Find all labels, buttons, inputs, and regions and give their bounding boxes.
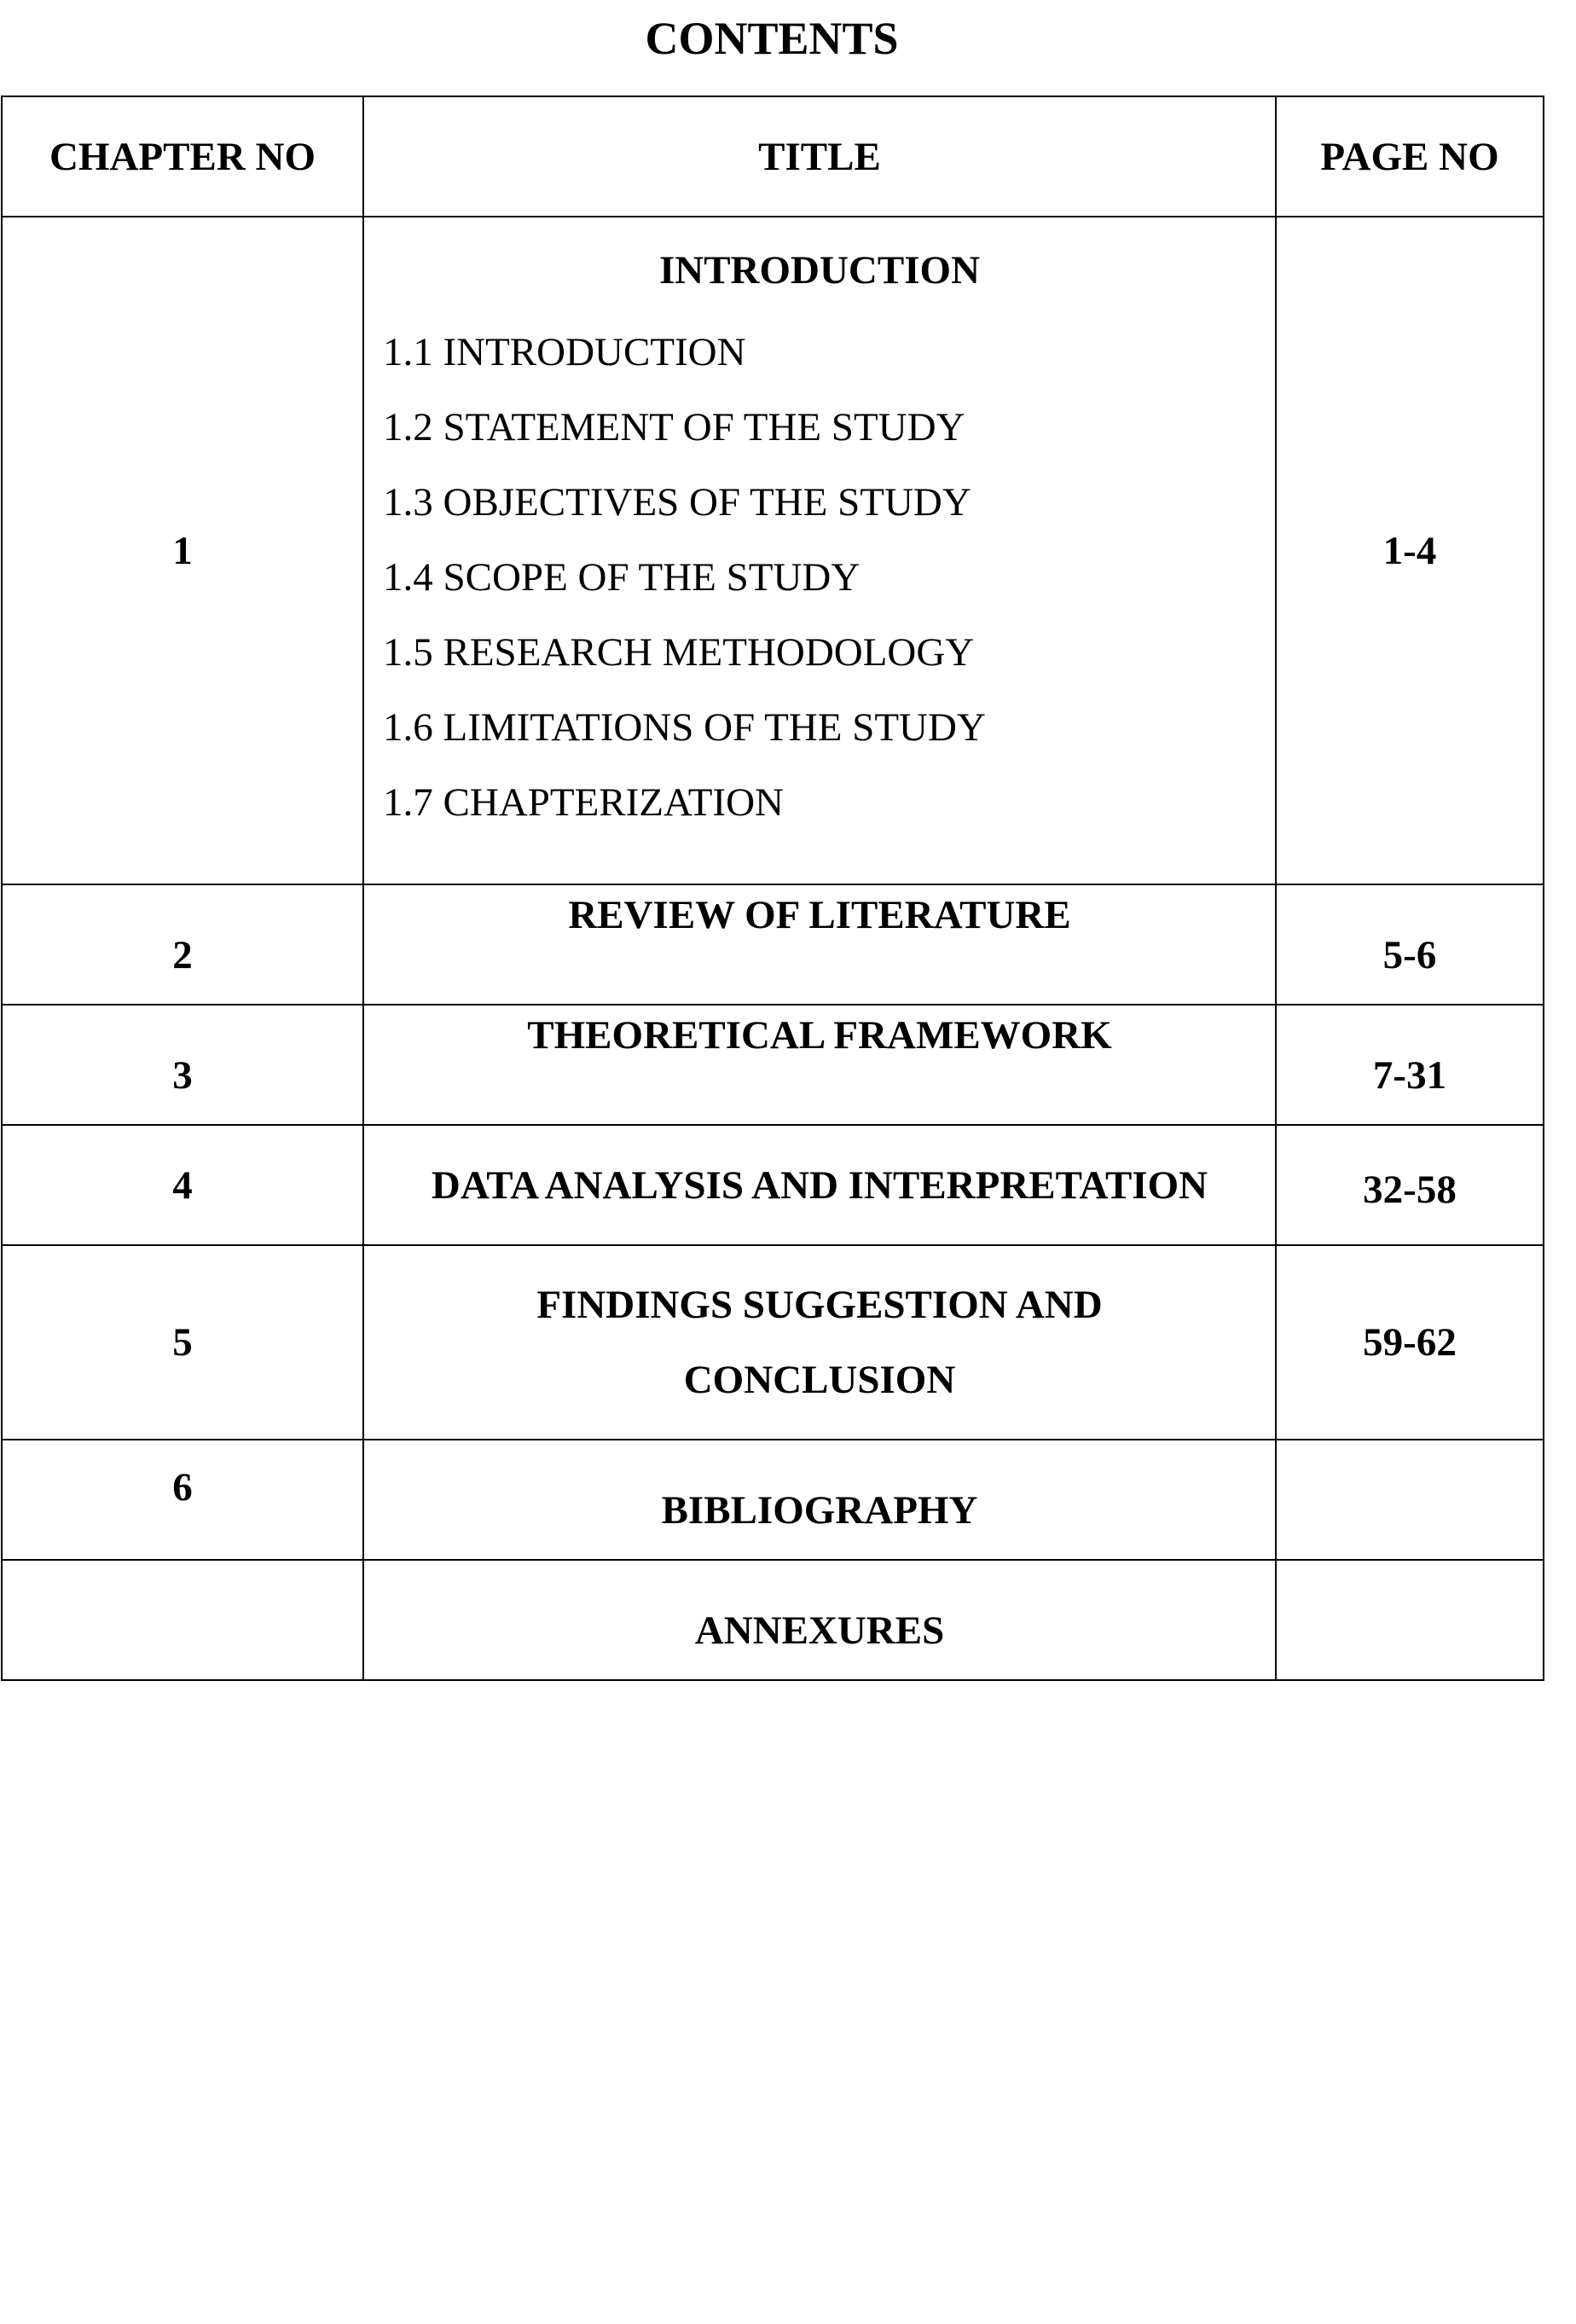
page-range: 32-58 [1276, 1125, 1544, 1245]
page-title: CONTENTS [645, 13, 899, 64]
chapter-number: 5 [2, 1245, 363, 1440]
table-row-chapter-3 [2, 1005, 1544, 1125]
chapter-number: 3 [2, 1005, 363, 1125]
subsection-item: 1.7 CHAPTERIZATION [383, 780, 784, 825]
subsection-list [364, 315, 1275, 840]
chapter-title: BIBLIOGRAPHY [363, 1440, 1276, 1560]
table-row-chapter-1 [2, 217, 1544, 884]
subsection-item: 1.3 OBJECTIVES OF THE STUDY [383, 480, 971, 524]
chapter-number [2, 1560, 363, 1680]
subsection-item: 1.1 INTRODUCTION [383, 330, 746, 374]
contents-table [1, 96, 1544, 1681]
chapter-title: REVIEW OF LITERATURE [363, 884, 1276, 1005]
page-range: 5-6 [1276, 884, 1544, 1005]
subsection-item: 1.5 RESEARCH METHODOLOGY [383, 630, 975, 675]
page-range: 1-4 [1276, 217, 1544, 884]
chapter-title-cell [363, 217, 1276, 884]
subsection-item: 1.6 LIMITATIONS OF THE STUDY [383, 705, 986, 750]
subsection-item: 1.2 STATEMENT OF THE STUDY [383, 405, 965, 449]
chapter-title: INTRODUCTION [658, 248, 981, 293]
page-range [1276, 1560, 1544, 1680]
table-row-chapter-2 [2, 884, 1544, 1005]
header-page-no: PAGE NO [1276, 96, 1544, 217]
page-range: 7-31 [1276, 1005, 1544, 1125]
chapter-title: DATA ANALYSIS AND INTERPRETATION [363, 1125, 1276, 1245]
table-row-annexures [2, 1560, 1544, 1680]
page-range [1276, 1440, 1544, 1560]
chapter-title [363, 1245, 1276, 1440]
chapter-number: 1 [2, 217, 363, 884]
chapter-number: 4 [2, 1125, 363, 1245]
chapter-number: 2 [2, 884, 363, 1005]
chapter-title-line: CONCLUSION [683, 1358, 956, 1402]
header-title: TITLE [363, 96, 1276, 217]
header-chapter-no: CHAPTER NO [2, 96, 363, 217]
page-range: 59-62 [1276, 1245, 1544, 1440]
table-row-chapter-6 [2, 1440, 1544, 1560]
subsection-item: 1.4 SCOPE OF THE STUDY [383, 555, 860, 600]
table-row-chapter-4 [2, 1125, 1544, 1245]
chapter-title: ANNEXURES [363, 1560, 1276, 1680]
chapter-title-line: FINDINGS SUGGESTION AND [536, 1283, 1103, 1327]
table-row-chapter-5 [2, 1245, 1544, 1440]
chapter-title: THEORETICAL FRAMEWORK [363, 1005, 1276, 1125]
table-header-row [2, 96, 1544, 217]
chapter-number: 6 [2, 1440, 363, 1560]
